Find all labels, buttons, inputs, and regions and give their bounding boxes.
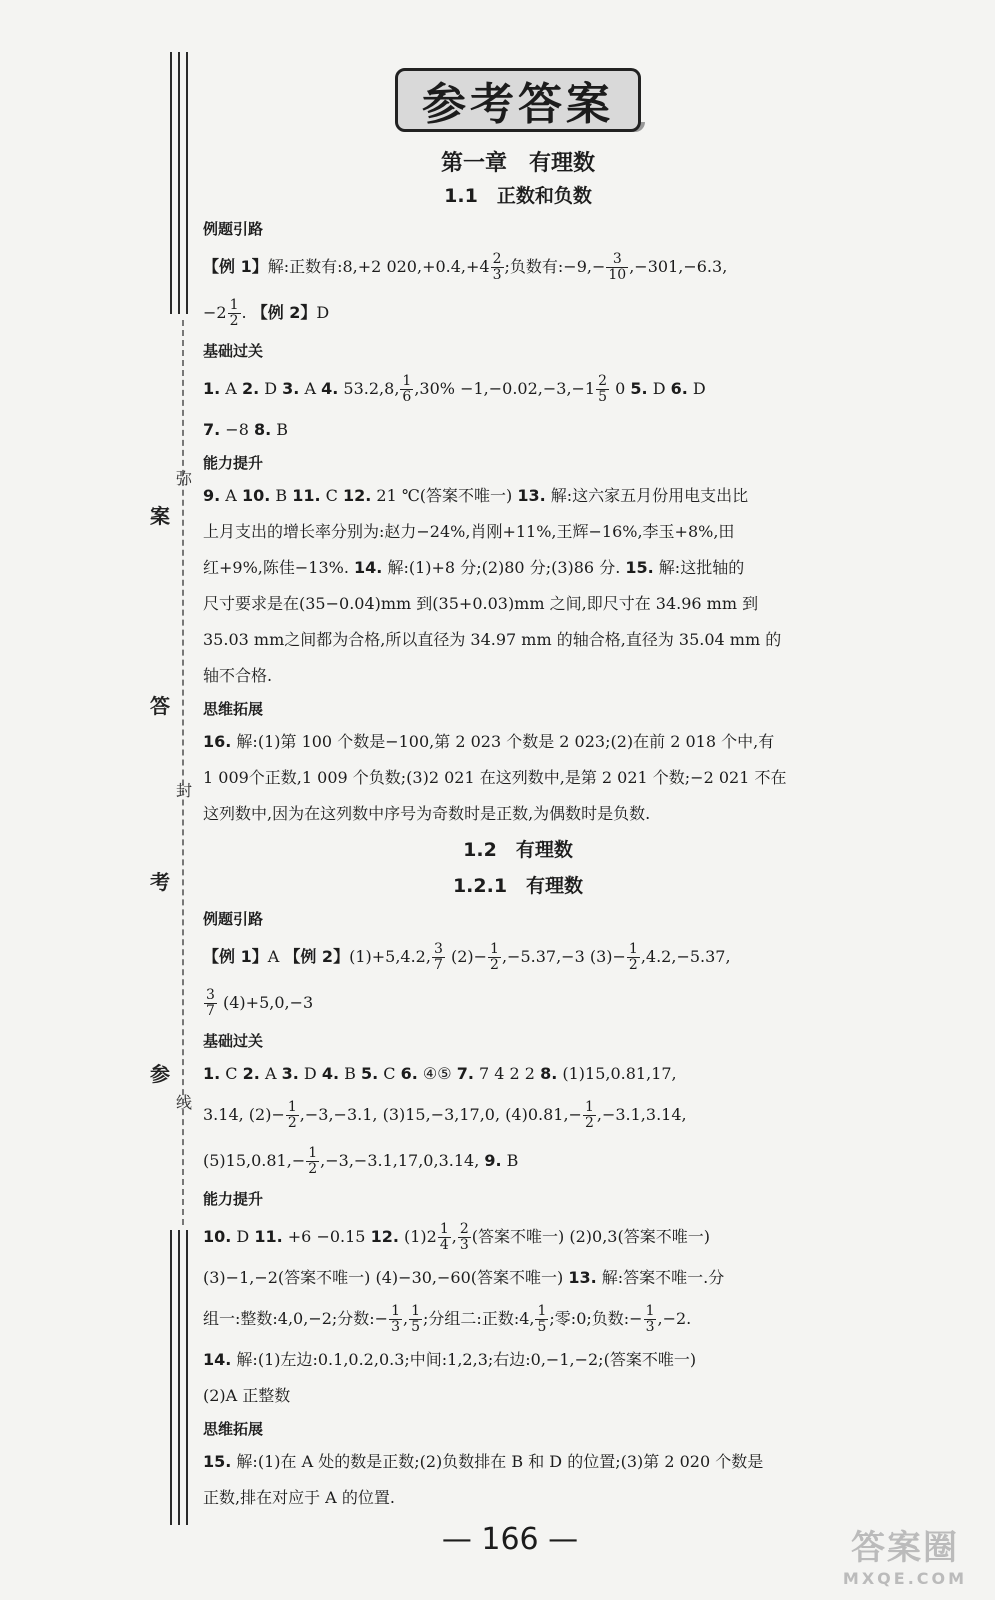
question-number: 11. xyxy=(292,486,321,505)
question-number: 1. xyxy=(203,1064,221,1083)
answer-text: A xyxy=(259,1064,282,1083)
section-title-1-2: 1.2 有理数 xyxy=(463,839,573,861)
answer-text: D xyxy=(231,1227,255,1246)
answer-line xyxy=(203,1444,833,1480)
answer-text: D xyxy=(687,379,706,398)
answer-text: B xyxy=(501,1151,519,1170)
answer-text: 解:(1)第 100 个数是−100,第 2 023 个数是 2 023;(2)在前 2 018 个中,有 xyxy=(231,732,775,751)
answer-text: ,−3,−3.1, (3)15,−3,17,0, (4)0.81,− xyxy=(299,1105,582,1124)
fraction: $\frac{1}{3}$ xyxy=(391,1303,401,1335)
answer-text: (1)15,0.81,17, xyxy=(557,1064,677,1083)
answer-text: 红+9%,陈佳−13%. xyxy=(203,558,355,577)
fraction: $\frac{1}{2}$ xyxy=(308,1145,318,1177)
answer-text: 解:(1)在 A 处的数是正数;(2)负数排在 B 和 D 的位置;(3)第 2 020 个数是 xyxy=(231,1452,764,1471)
question-number: 10. xyxy=(241,486,271,505)
answer-text: A xyxy=(267,947,285,966)
answer-line xyxy=(203,980,833,1026)
subheading: 基础过关 xyxy=(203,342,264,360)
example-label: 【例 1】 xyxy=(203,947,268,966)
answer-text: 解:这批轴的 xyxy=(653,558,745,577)
subheading: 例题引路 xyxy=(203,910,264,928)
answer-text: (1)+5,4.2, xyxy=(349,947,431,966)
watermark-logo xyxy=(820,1520,990,1595)
fraction: $\frac{3}{10}$ xyxy=(608,251,627,283)
answer-line xyxy=(203,1056,833,1092)
answer-line xyxy=(203,412,833,448)
answer-text: ;负数有:−9,− xyxy=(504,257,606,276)
answer-line: 上月支出的增长率分别为:赵力−24%,肖刚+11%,王辉−16%,李玉+8%,田 xyxy=(203,522,735,541)
answer-line: 轴不合格. xyxy=(203,666,273,685)
question-number: 3. xyxy=(281,1064,299,1083)
question-number: 7. xyxy=(203,420,221,439)
answer-text: A xyxy=(220,486,242,505)
fraction: $\frac{1}{4}$ xyxy=(439,1221,449,1253)
fraction: $\frac{1}{2}$ xyxy=(229,297,239,329)
question-number: 14. xyxy=(203,1350,232,1369)
answer-text: B xyxy=(339,1064,361,1083)
answer-line: (2)A 正整数 xyxy=(203,1386,291,1405)
subheading: 思维拓展 xyxy=(203,700,264,718)
question-number: 13. xyxy=(517,486,546,505)
answer-line xyxy=(203,550,833,586)
answer-text: 解:答案不唯一.分 xyxy=(596,1268,725,1287)
answer-text: 0 xyxy=(610,379,631,398)
subheading: 基础过关 xyxy=(203,1032,264,1050)
answer-text: (1)2 xyxy=(398,1227,437,1246)
fraction: $\frac{1}{2}$ xyxy=(628,941,638,973)
answer-text: −8 xyxy=(220,420,254,439)
question-number: 4. xyxy=(321,1064,340,1083)
side-char-mi: 弥 xyxy=(176,469,193,488)
answer-line xyxy=(203,1092,833,1138)
side-char-kao: 考 xyxy=(150,870,170,894)
answer-text: 3.14, (2)− xyxy=(203,1105,285,1124)
answer-text: D xyxy=(259,379,283,398)
answer-line: 这列数中,因为在这列数中序号为奇数时是正数,为偶数时是负数. xyxy=(203,804,651,823)
question-number: 5. xyxy=(630,379,648,398)
answer-text: . xyxy=(241,303,252,322)
side-char-feng: 封 xyxy=(176,781,193,800)
answer-text: A xyxy=(220,379,242,398)
answer-text: ;分组二:正数:4, xyxy=(423,1309,535,1328)
answer-text: ,−3,−3.1,17,0,3.14, xyxy=(320,1151,485,1170)
fraction: $\frac{2}{3}$ xyxy=(459,1221,469,1253)
answer-text: (4)+5,0,−3 xyxy=(217,993,314,1012)
example-label: 【例 1】 xyxy=(203,257,268,276)
question-number: 8. xyxy=(253,420,272,439)
fraction: $\frac{3}{7}$ xyxy=(433,941,443,973)
answer-text: ④⑤ xyxy=(417,1064,457,1083)
subheading: 思维拓展 xyxy=(203,1420,264,1438)
answer-text: ,4.2,−5.37, xyxy=(640,947,731,966)
banner-title: 参考答案 xyxy=(395,68,641,132)
answer-text: C xyxy=(220,1064,243,1083)
question-number: 12. xyxy=(343,486,372,505)
fraction: $\frac{1}{2}$ xyxy=(287,1099,297,1131)
answer-content xyxy=(203,148,833,1516)
subheading: 能力提升 xyxy=(203,1190,264,1208)
question-number: 15. xyxy=(625,558,654,577)
answer-text: 解:(1)+8 分;(2)80 分;(3)86 分. xyxy=(382,558,626,577)
fraction: $\frac{1}{6}$ xyxy=(402,373,412,405)
watermark-main: 答案圈 xyxy=(851,1528,959,1568)
answer-text: ;零:0;负数:− xyxy=(549,1309,643,1328)
answer-line: 35.03 mm之间都为合格,所以直径为 34.97 mm 的轴合格,直径为 35.04 mm 的 xyxy=(203,630,782,649)
answer-line xyxy=(203,1342,833,1378)
answer-text: , xyxy=(451,1227,457,1246)
answer-text: C xyxy=(320,486,343,505)
question-number: 11. xyxy=(254,1227,283,1246)
answer-text: (3)−1,−2(答案不唯一) (4)−30,−60(答案不唯一) xyxy=(203,1268,569,1287)
answer-text: 解:(1)左边:0.1,0.2,0.3;中间:1,2,3;右边:0,−1,−2;(答案不唯一) xyxy=(231,1350,697,1369)
section-title-1-1: 1.1 正数和负数 xyxy=(444,185,592,207)
subheading: 例题引路 xyxy=(203,220,264,238)
answer-text: ,−3.1,3.14, xyxy=(596,1105,687,1124)
question-number: 14. xyxy=(354,558,383,577)
answer-text: A xyxy=(299,379,322,398)
question-number: 15. xyxy=(203,1452,232,1471)
fraction: $\frac{2}{3}$ xyxy=(492,251,502,283)
question-number: 16. xyxy=(203,732,232,751)
answer-text: C xyxy=(378,1064,401,1083)
watermark-sub: MXQE.COM xyxy=(842,1569,968,1588)
side-char-da: 答 xyxy=(150,694,170,718)
answer-text: ,30% −1,−0.02,−3,−1 xyxy=(414,379,596,398)
side-char-xian: 线 xyxy=(176,1093,193,1112)
question-number: 6. xyxy=(670,379,688,398)
answer-text: 7 4 2 2 xyxy=(473,1064,541,1083)
side-char-can: 参 xyxy=(150,1062,170,1086)
answer-line xyxy=(203,1214,833,1260)
fraction: $\frac{2}{5}$ xyxy=(598,373,608,405)
subheading: 能力提升 xyxy=(203,454,264,472)
answer-line: 尺寸要求是在(35−0.04)mm 到(35+0.03)mm 之间,即尺寸在 34.96 mm 到 xyxy=(203,594,759,613)
answer-text: (2)− xyxy=(445,947,488,966)
section-title-1-2-1: 1.2.1 有理数 xyxy=(452,875,584,897)
question-number: 7. xyxy=(456,1064,474,1083)
question-number: 3. xyxy=(282,379,300,398)
binding-lines-bottom xyxy=(170,1230,192,1525)
answer-text: ,−5.37,−3 (3)− xyxy=(501,947,626,966)
chapter-title: 第一章 有理数 xyxy=(440,150,595,176)
answer-line xyxy=(203,478,833,514)
fraction: $\frac{1}{5}$ xyxy=(537,1303,547,1335)
answer-line xyxy=(203,244,833,290)
fraction: $\frac{1}{5}$ xyxy=(411,1303,421,1335)
question-number: 6. xyxy=(400,1064,418,1083)
question-number: 4. xyxy=(321,379,339,398)
side-char-an: 案 xyxy=(150,504,170,528)
answer-text: ,−2. xyxy=(657,1309,692,1328)
answer-text: (答案不唯一) (2)0,3(答案不唯一) xyxy=(471,1227,710,1246)
answer-text: D xyxy=(298,1064,322,1083)
example-label: 【例 2】 xyxy=(284,947,350,966)
example-label: 【例 2】 xyxy=(251,303,317,322)
question-number: 9. xyxy=(484,1151,502,1170)
answer-text: B xyxy=(270,486,293,505)
answer-line xyxy=(203,290,833,336)
question-number: 13. xyxy=(568,1268,597,1287)
question-number: 9. xyxy=(203,486,221,505)
answer-text: D xyxy=(316,303,330,322)
answer-text: +6 −0.15 xyxy=(282,1227,371,1246)
question-number: 10. xyxy=(203,1227,232,1246)
answer-line xyxy=(203,934,833,980)
title-banner xyxy=(395,62,650,138)
question-number: 8. xyxy=(540,1064,558,1083)
answer-text: ,−301,−6.3, xyxy=(629,257,728,276)
answer-text: 解:这六家五月份用电支出比 xyxy=(545,486,749,505)
answer-line xyxy=(203,366,833,412)
fraction: $\frac{1}{3}$ xyxy=(645,1303,655,1335)
answer-text: 组一:整数:4,0,−2;分数:− xyxy=(203,1309,389,1328)
answer-text: (5)15,0.81,− xyxy=(203,1151,306,1170)
answer-text: 53.2,8, xyxy=(338,379,400,398)
question-number: 5. xyxy=(360,1064,379,1083)
binding-lines-top xyxy=(170,52,192,314)
answer-text: D xyxy=(647,379,671,398)
answer-line xyxy=(203,1296,833,1342)
question-number: 1. xyxy=(203,379,221,398)
fraction: $\frac{1}{2}$ xyxy=(584,1099,594,1131)
answer-line xyxy=(203,1138,833,1184)
answer-line xyxy=(203,1260,833,1296)
answer-text: B xyxy=(271,420,289,439)
question-number: 2. xyxy=(242,1064,260,1083)
question-number: 12. xyxy=(370,1227,399,1246)
fraction: $\frac{3}{7}$ xyxy=(206,987,215,1019)
page-number: — 166 — xyxy=(441,1522,579,1557)
answer-text: 21 ℃(答案不唯一) xyxy=(371,486,518,505)
question-number: 2. xyxy=(241,379,260,398)
answer-text: 解:正数有:8,+2 020,+0.4,+4 xyxy=(267,257,490,276)
answer-text: , xyxy=(403,1309,409,1328)
answer-line: 正数,排在对应于 A 的位置. xyxy=(203,1488,395,1507)
answer-text: −2 xyxy=(203,303,227,322)
answer-line xyxy=(203,724,833,760)
answer-line: 1 009个正数,1 009 个负数;(3)2 021 在这列数中,是第 2 021 个数;−2 021 不在 xyxy=(203,768,787,787)
fraction: $\frac{1}{2}$ xyxy=(490,941,499,973)
